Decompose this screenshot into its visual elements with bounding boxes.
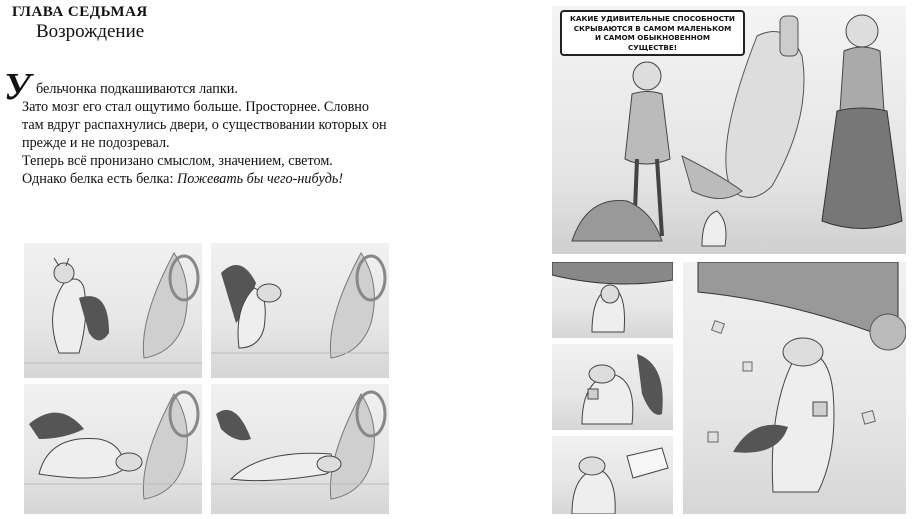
- chapter-subtitle: Возрождение: [36, 21, 145, 42]
- paragraph-line: Зато мозг его стал ощутимо больше. Просторнее. Словно: [22, 99, 369, 115]
- speech-bubble-line: СУЩЕСТВЕ!: [627, 42, 678, 52]
- comic-panel-squirrel-lying: [211, 384, 389, 514]
- paragraph-line: прежде и не подозревал.: [22, 135, 170, 151]
- paragraph-text: Однако белка есть белка:: [22, 171, 177, 187]
- squirrel-lying-illustration: [211, 384, 389, 514]
- squirrel-dizzy-illustration: [24, 243, 202, 378]
- chapter-heading: ГЛАВА СЕДЬМАЯ: [12, 4, 148, 20]
- comic-panel-squirrel-paper: [552, 436, 673, 514]
- comic-panel-squirrel-standing: [211, 243, 389, 378]
- speech-bubble-line: КАКИЕ УДИВИТЕЛЬНЫЕ СПОСОБНОСТИ: [570, 14, 735, 23]
- squirrel-under-lid-illustration: [552, 262, 673, 338]
- paragraph-line: Теперь всё пронизано смыслом, значением, светом.: [22, 153, 333, 169]
- comic-panel-squirrel-under-lid: [552, 262, 673, 338]
- paragraph-italic-text: Пожевать бы чего-нибудь!: [176, 171, 344, 187]
- paragraph-line: бельчонка подкашиваются лапки.: [36, 81, 238, 97]
- squirrel-crouching-illustration: [24, 384, 202, 514]
- comic-panel-squirrel-eating: [552, 344, 673, 430]
- squirrel-standing-illustration: [211, 243, 389, 378]
- squirrel-celebrating-illustration: [683, 262, 906, 514]
- squirrel-paper-illustration: [552, 436, 673, 514]
- paragraph-line: там вдруг распахнулись двери, о существовании которых он: [22, 117, 387, 133]
- speech-bubble-line: И САМОМ ОБЫКНОВЕННОМ: [595, 33, 710, 42]
- speech-bubble: [560, 10, 745, 56]
- comic-panel-squirrel-celebrating: [683, 262, 906, 514]
- speech-bubble-line: СКРЫВАЮТСЯ В САМОМ МАЛЕНЬКОМ: [573, 23, 732, 33]
- drop-cap: У: [4, 66, 31, 108]
- comic-panel-squirrel-dizzy: [24, 243, 202, 378]
- paragraph-line: [22, 170, 343, 188]
- squirrel-eating-illustration: [552, 344, 673, 430]
- comic-panel-squirrel-crouching: [24, 384, 202, 514]
